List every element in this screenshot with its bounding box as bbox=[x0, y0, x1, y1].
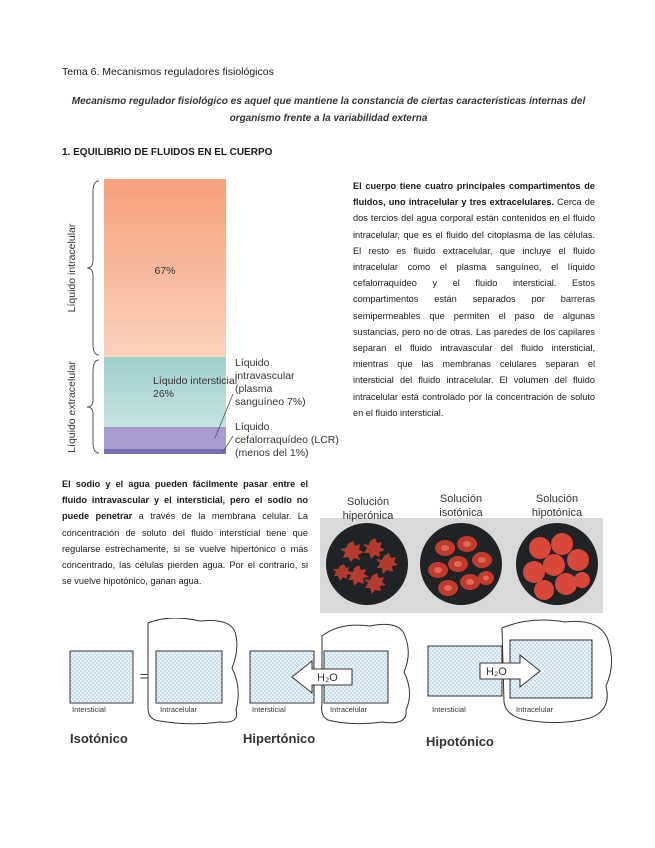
interstitial-percent: 26% bbox=[153, 388, 175, 400]
hiper-interstitial: Intersticial bbox=[252, 705, 286, 714]
paragraph1-rest: Cerca de dos tercios del agua corporal están contenidos en el fluido intracelular, que es el fluido del citoplasma de las células. El resto es fluido extracelular, que incluye el fluido intracelular como el plasma sanguíneo, el líquido cefalorraquídeo y el fluido intersticial. Estos compartimentos están separados por barreras semipermeables que permiten el paso de algunas sustancias, pero no de otras. Las paredes de los capilares separan el fluido intravascular del fluido intersticial, mientras que las membranas celulares separan el intersticial del fluido intracelular. El volumen del fluido intracelular está controlado por la concentración de soluto en el fluido intersticial. bbox=[353, 197, 595, 418]
hiper-label-1: Solución bbox=[346, 496, 390, 508]
hipo-title: Hipotónico bbox=[426, 734, 494, 749]
hiper-intracellular: Intracelular bbox=[330, 705, 368, 714]
hipo-interstitial: Intersticial bbox=[432, 705, 466, 714]
intravascular-l3: (plasma bbox=[235, 383, 273, 395]
lcr-l3: (menos del 1%) bbox=[235, 447, 309, 459]
intracellular-percent: 67% bbox=[154, 265, 176, 277]
intravascular-l4: sanguíneo 7%) bbox=[235, 396, 306, 408]
intravascular-l1: Líquido bbox=[235, 357, 270, 369]
hiper-title: Hipertónico bbox=[243, 731, 316, 746]
label-intracelular: Líquido intracelular bbox=[66, 223, 78, 313]
hipotonic-diagram bbox=[426, 620, 612, 749]
lcr-bar bbox=[104, 449, 226, 454]
lcr-l2: cefalorraquídeo (LCR) bbox=[235, 434, 339, 446]
paragraph-compartments bbox=[353, 178, 595, 421]
iso-label-2: isotónica bbox=[439, 507, 483, 519]
iso-label-1: Solución bbox=[439, 493, 483, 505]
topic-title: Tema 6. Mecanismos reguladores fisiológicos bbox=[62, 66, 274, 78]
iso-interstitial: Intersticial bbox=[72, 705, 106, 714]
paragraph2-rest: a través de la membrana celular. La concentración de soluto del fluido intersticial tiene que regularse estrechamente, si se vuelve hipertónico o más concentrado, las células pierden agua. Por el contrario, si se vuelve hipotónico, ganan agua. bbox=[62, 511, 308, 587]
osmosis-figure bbox=[60, 618, 620, 758]
paragraph1-bold: El cuerpo tiene cuatro principales compartimentos de fluidos, uno intracelular y tres extracelulares. bbox=[353, 181, 595, 208]
hiper-label-2: hiperónica bbox=[342, 510, 394, 522]
hipo-label-2: hipotónica bbox=[531, 507, 583, 519]
hipertonic-diagram bbox=[243, 624, 410, 746]
equals-sign: = bbox=[139, 668, 149, 684]
definition-text: Mecanismo regulador fisiológico es aquel que mantiene la constancia de ciertas características internas del organismo frente a la variabilidad externa bbox=[71, 96, 586, 124]
hipo-intracellular: Intracelular bbox=[516, 705, 554, 714]
fluid-compartments-figure bbox=[55, 172, 350, 467]
hiper-h2o: H₂O bbox=[317, 672, 338, 684]
paragraph-sodium bbox=[62, 476, 308, 589]
section-title: 1. EQUILIBRIO DE FLUIDOS EN EL CUERPO bbox=[62, 147, 273, 158]
isotonic-diagram bbox=[70, 618, 238, 746]
intravascular-l2: intravascular bbox=[235, 370, 295, 382]
paragraph2-bold: El sodio y el agua pueden fácilmente pasar entre el fluido intravascular y el intersticial, pero el sodio no puede penetrar bbox=[62, 479, 308, 522]
hipo-h2o: H₂O bbox=[486, 666, 507, 678]
interstitial-label: Líquido intersticial bbox=[153, 375, 238, 387]
lcr-l1: Líquido bbox=[235, 421, 270, 433]
iso-title: Isotónico bbox=[70, 731, 128, 746]
solutions-figure bbox=[320, 486, 603, 613]
plasma-bar bbox=[104, 427, 226, 449]
hipo-label-1: Solución bbox=[535, 493, 579, 505]
iso-intracellular: Intracelular bbox=[160, 705, 198, 714]
label-extracelular: Líquido extracelular bbox=[66, 361, 78, 453]
